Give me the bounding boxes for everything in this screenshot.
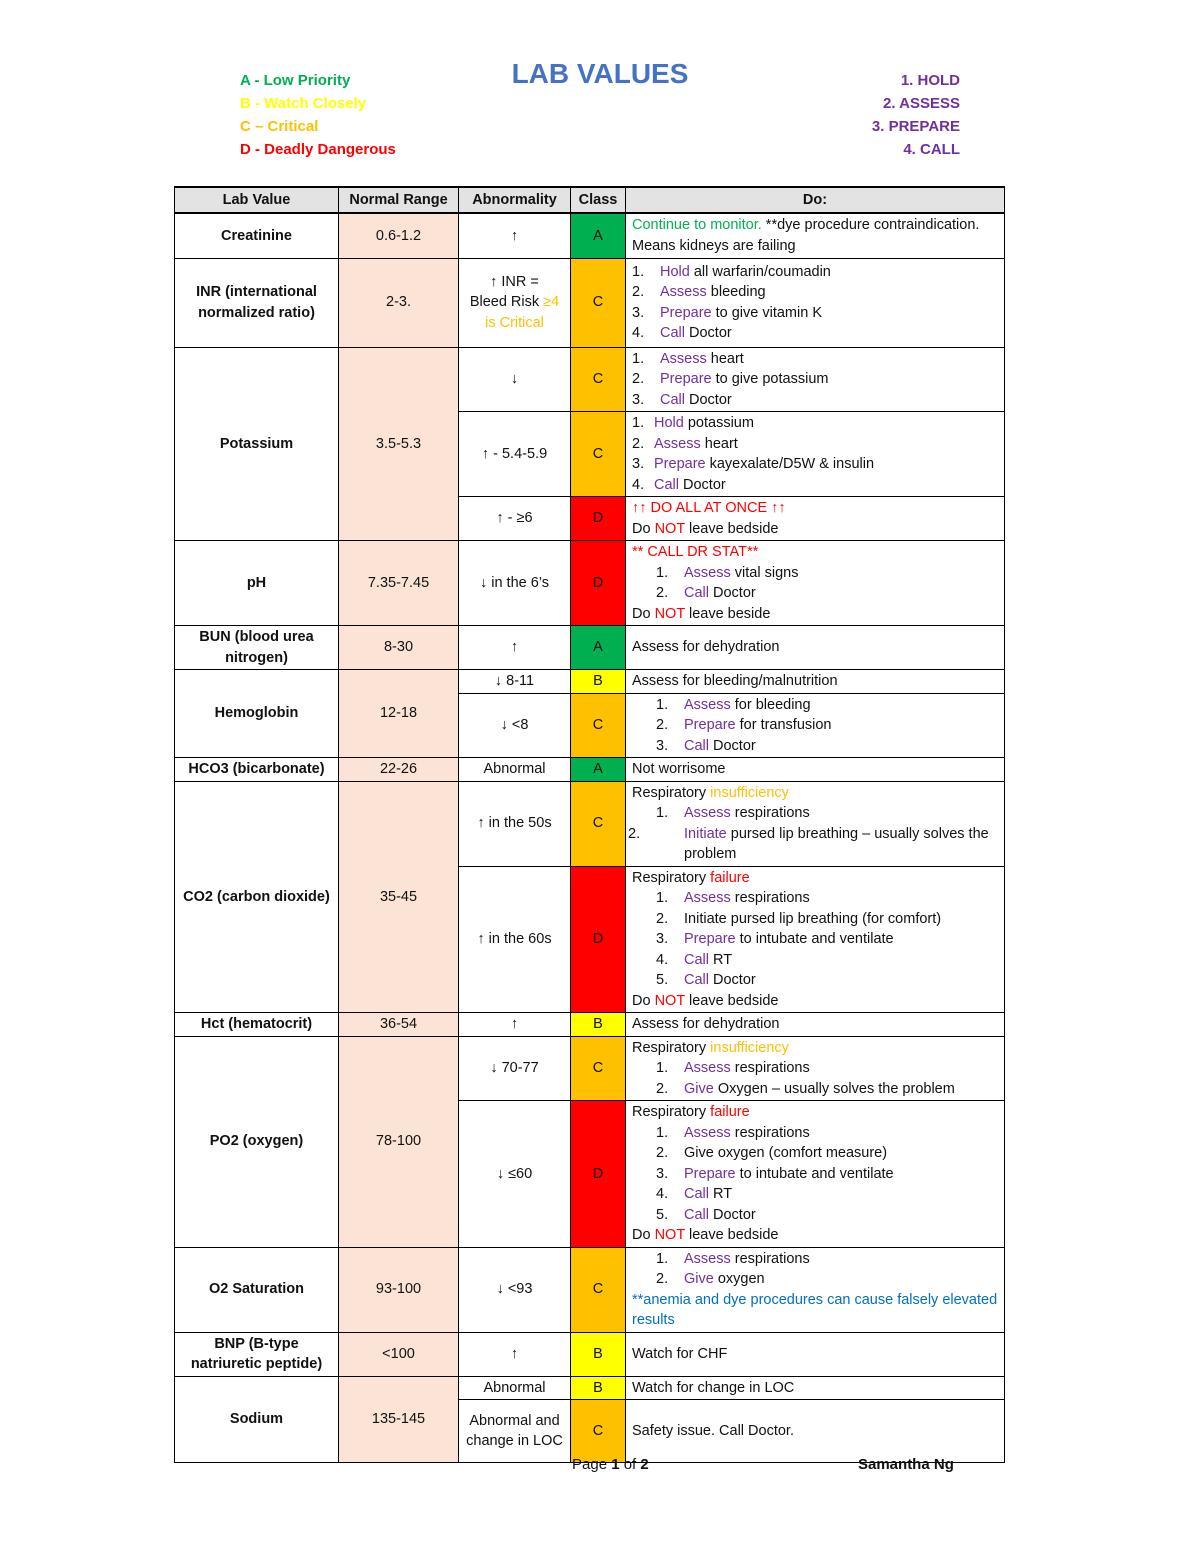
class-badge: C — [571, 347, 626, 412]
page-title: LAB VALUES — [511, 58, 689, 89]
class-badge: D — [571, 1101, 626, 1248]
action-cell: 1. Assess heart 2. Prepare to give potassium 3. Call Doctor — [626, 347, 1005, 412]
lab-name: Hemoglobin — [175, 670, 339, 758]
action-cell: Respiratory insufficiency 1. Assess respirations 2. Initiate pursed lip breathing – usually solves the problem — [626, 781, 1005, 866]
action-cell: 1. Hold all warfarin/coumadin 2. Assess bleeding 3. Prepare to give vitamin K 4. Call Doctor — [626, 258, 1005, 347]
abnormality: ↓ — [459, 347, 571, 412]
abnormality: Abnormal — [459, 758, 571, 782]
normal-range: 8-30 — [339, 626, 459, 670]
header-class: Class — [571, 187, 626, 213]
lab-name: BNP (B-type natriuretic peptide) — [175, 1332, 339, 1376]
table-row — [175, 1247, 1005, 1332]
normal-range: 36-54 — [339, 1013, 459, 1037]
lab-name: Potassium — [175, 347, 339, 541]
table-row — [175, 758, 1005, 782]
legend-assess: 2. ASSESS — [883, 95, 960, 112]
abnormality: ↓ 70-77 — [459, 1036, 571, 1101]
lab-name: PO2 (oxygen) — [175, 1036, 339, 1247]
table-row — [175, 213, 1005, 258]
class-badge: A — [571, 626, 626, 670]
header-abnormality: Abnormality — [459, 187, 571, 213]
action-cell: ** CALL DR STAT** 1. Assess vital signs 2. Call Doctor Do NOT leave beside — [626, 541, 1005, 626]
abnormality: ↑ - ≥6 — [459, 497, 571, 541]
normal-range: 135-145 — [339, 1376, 459, 1463]
action-cell: Continue to monitor. **dye procedure contraindication. Means kidneys are failing — [626, 213, 1005, 258]
legend-c: C – Critical — [240, 118, 319, 135]
lab-values-table — [174, 186, 1005, 1463]
table-row — [175, 781, 1005, 866]
lab-name: Hct (hematocrit) — [175, 1013, 339, 1037]
action-cell: 1. Hold potassium 2. Assess heart 3. Prepare kayexalate/D5W & insulin 4. Call Doctor — [626, 412, 1005, 497]
action-cell: Respiratory insufficiency 1. Assess respirations 2. Give Oxygen – usually solves the problem — [626, 1036, 1005, 1101]
normal-range: 22-26 — [339, 758, 459, 782]
action-legend — [872, 69, 960, 161]
lab-name: Creatinine — [175, 213, 339, 258]
class-badge: B — [571, 1013, 626, 1037]
class-badge: D — [571, 541, 626, 626]
action-cell: Not worrisome — [626, 758, 1005, 782]
class-badge: B — [571, 670, 626, 694]
normal-range: 7.35-7.45 — [339, 541, 459, 626]
table-row — [175, 1013, 1005, 1037]
class-badge: C — [571, 1400, 626, 1463]
legend-b: B - Watch Closely — [240, 95, 367, 112]
abnormality: ↑ — [459, 1332, 571, 1376]
abnormality: ↓ <93 — [459, 1247, 571, 1332]
normal-range: 2-3. — [339, 258, 459, 347]
abnormality: ↓ ≤60 — [459, 1101, 571, 1248]
abnormality: Abnormal — [459, 1376, 571, 1400]
class-badge: C — [571, 781, 626, 866]
table-row — [175, 670, 1005, 694]
normal-range: 3.5-5.3 — [339, 347, 459, 541]
legend-call: 4. CALL — [903, 141, 960, 158]
action-cell: 1. Assess for bleeding 2. Prepare for transfusion 3. Call Doctor — [626, 693, 1005, 758]
abnormality: ↑ in the 50s — [459, 781, 571, 866]
action-cell: 1. Assess respirations 2. Give oxygen **anemia and dye procedures can cause falsely elevated results — [626, 1247, 1005, 1332]
action-cell: ↑↑ DO ALL AT ONCE ↑↑ Do NOT leave bedside — [626, 497, 1005, 541]
lab-name: BUN (blood urea nitrogen) — [175, 626, 339, 670]
lab-name: CO2 (carbon dioxide) — [175, 781, 339, 1013]
legend-d: D - Deadly Dangerous — [240, 141, 396, 158]
action-cell: Safety issue. Call Doctor. — [626, 1400, 1005, 1463]
lab-name: pH — [175, 541, 339, 626]
action-cell: Assess for dehydration — [626, 1013, 1005, 1037]
header-do: Do: — [626, 187, 1005, 213]
table-row — [175, 1036, 1005, 1101]
normal-range: <100 — [339, 1332, 459, 1376]
lab-name: Sodium — [175, 1376, 339, 1463]
lab-name: INR (international normalized ratio) — [175, 258, 339, 347]
abnormality: ↑ in the 60s — [459, 866, 571, 1013]
action-cell: Respiratory failure 1. Assess respirations 2. Give oxygen (comfort measure) 3. Prepare to intubate and ventilate 4. Call RT 5. Call Doctor Do NOT leave bedside — [626, 1101, 1005, 1248]
legend-hold: 1. HOLD — [900, 72, 960, 89]
class-badge: D — [571, 866, 626, 1013]
header-lab-value: Lab Value — [175, 187, 339, 213]
class-badge: B — [571, 1332, 626, 1376]
legend-prepare: 3. PREPARE — [871, 118, 960, 135]
class-badge: C — [571, 258, 626, 347]
table-row — [175, 258, 1005, 347]
normal-range: 35-45 — [339, 781, 459, 1013]
table-row — [175, 1376, 1005, 1400]
abnormality: Abnormal and change in LOC — [459, 1400, 571, 1463]
author-name: Samantha Ng — [858, 1456, 954, 1473]
action-cell: Assess for bleeding/malnutrition — [626, 670, 1005, 694]
class-badge: D — [571, 497, 626, 541]
class-badge: C — [571, 1247, 626, 1332]
abnormality: ↑ — [459, 1013, 571, 1037]
class-badge: A — [571, 213, 626, 258]
abnormality: ↑ INR = Bleed Risk ≥4 is Critical — [459, 258, 571, 347]
table-row — [175, 541, 1005, 626]
class-badge: C — [571, 412, 626, 497]
legend-a: A - Low Priority — [240, 72, 351, 89]
class-badge: A — [571, 758, 626, 782]
table-row — [175, 1332, 1005, 1376]
normal-range: 0.6-1.2 — [339, 213, 459, 258]
action-cell: Assess for dehydration — [626, 626, 1005, 670]
class-badge: C — [571, 1036, 626, 1101]
table-row — [175, 626, 1005, 670]
header-normal-range: Normal Range — [339, 187, 459, 213]
page-number: Page 1 of 2 — [572, 1456, 649, 1473]
abnormality: ↓ <8 — [459, 693, 571, 758]
class-badge: B — [571, 1376, 626, 1400]
abnormality: ↑ — [459, 213, 571, 258]
abnormality: ↓ in the 6’s — [459, 541, 571, 626]
table-row — [175, 347, 1005, 412]
action-cell: Watch for CHF — [626, 1332, 1005, 1376]
lab-name: HCO3 (bicarbonate) — [175, 758, 339, 782]
lab-name: O2 Saturation — [175, 1247, 339, 1332]
abnormality: ↑ - 5.4-5.9 — [459, 412, 571, 497]
normal-range: 12-18 — [339, 670, 459, 758]
header-row — [175, 187, 1005, 213]
action-cell: Watch for change in LOC — [626, 1376, 1005, 1400]
normal-range: 78-100 — [339, 1036, 459, 1247]
abnormality: ↓ 8-11 — [459, 670, 571, 694]
action-cell: Respiratory failure 1. Assess respirations 2. Initiate pursed lip breathing (for comfort) 3. Prepare to intubate and ventilate 4. Call RT 5. Call Doctor Do NOT leave bedside — [626, 866, 1005, 1013]
class-badge: C — [571, 693, 626, 758]
normal-range: 93-100 — [339, 1247, 459, 1332]
abnormality: ↑ — [459, 626, 571, 670]
